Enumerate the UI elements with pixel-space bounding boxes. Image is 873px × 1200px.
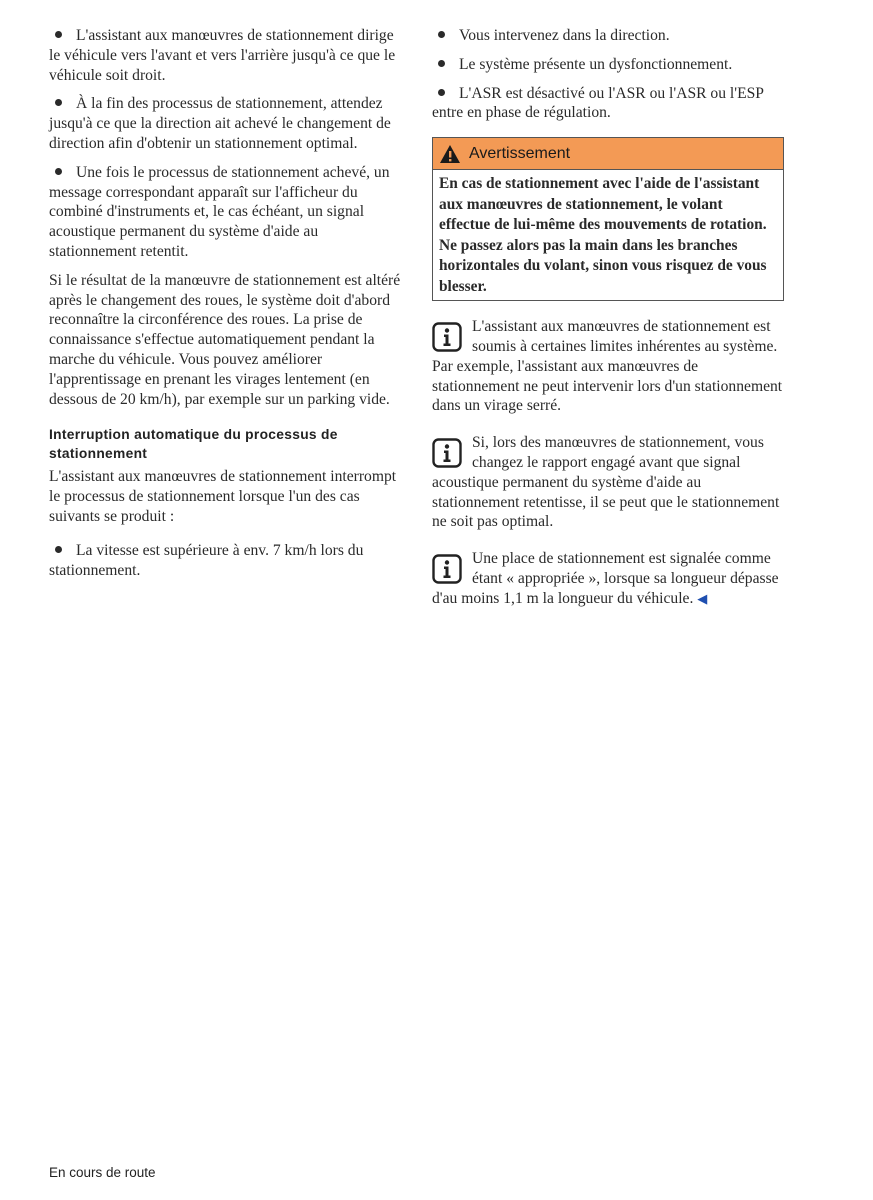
left-column [49,26,401,589]
info-note-text: Une place de stationnement est signalée comme étant « appropriée », lorsque sa longueur dépasse d'au moins 1,1 m la longueur du véhicule. [432,550,779,607]
warning-title: Avertissement [469,144,571,162]
page-footer: En cours de route [49,1165,156,1180]
section-heading: Interruption automatique du processus de stationnement [49,427,338,462]
bullet-paragraph: Vous intervenez dans la direction. [432,26,784,46]
warning-text: En cas de stationnement avec l'aide de l'assistant aux manœuvres de stationnement, le volant effectue de lui-même des mouvements de rotation. Ne passez alors pas la main dans les branches horizontales du volant, sinon vous risquez de vous blesser. [439,175,767,295]
info-note-text: Si, lors des manœuvres de stationnement, vous changez le rapport engagé avant que signal acoustique permanent du système d'aide au stationnement retentisse, il se peut que le stationnement ne soit pas optimal. [432,434,780,531]
info-note [432,549,784,608]
bullet-paragraph: L'assistant aux manœuvres de stationnement dirige le véhicule vers l'avant et vers l'arrière jusqu'à ce que le véhicule soit droit. [49,26,401,85]
info-note [432,433,784,532]
body-paragraph: Si le résultat de la manœuvre de stationnement est altéré après le changement des roues, le système doit d'abord reconnaître la circonférence des roues. La prise de connaissance s'effectue automatiquement pendant la marche du véhicule. Vous pouvez améliorer l'apprentissage en prenant les virages lentement (en dessous de 20 km/h), par exemple sur un parking vide. [49,271,401,408]
bullet-paragraph: L'ASR est désactivé ou l'ASR ou l'ASR ou l'ESP entre en phase de régulation. [432,84,784,124]
warning-box [432,137,784,301]
info-icon [432,554,462,584]
bullet-paragraph: À la fin des processus de stationnement, attendez jusqu'à ce que la direction ait achevé le changement de direction afin d'obtenir un stationnement optimal. [49,94,401,153]
info-icon [432,322,462,352]
body-paragraph: L'assistant aux manœuvres de stationnement interrompt le processus de stationnement lorsque l'un des cas suivants se produit : [49,468,397,525]
warning-triangle-icon [439,144,461,164]
info-icon [432,438,462,468]
info-note-text: L'assistant aux manœuvres de stationnement est soumis à certaines limites inhérentes au système. Par exemple, l'assistant aux manœuvres de stationnement ne peut intervenir lors d'un stationnement dans un virage serré. [432,318,783,415]
right-column [432,26,784,626]
end-of-section-icon: ◀ [697,590,708,606]
bullet-paragraph: La vitesse est supérieure à env. 7 km/h lors du stationnement. [49,541,401,581]
bullet-paragraph: Le système présente un dysfonctionnement. [432,55,784,75]
info-note [432,317,784,416]
bullet-paragraph: Une fois le processus de stationnement achevé, un message correspondant apparaît sur l'afficheur du combiné d'instruments et, le cas échéant, un signal acoustique permanent du système d'aide au stationnement retentit. [49,163,401,262]
warning-header [433,138,783,170]
